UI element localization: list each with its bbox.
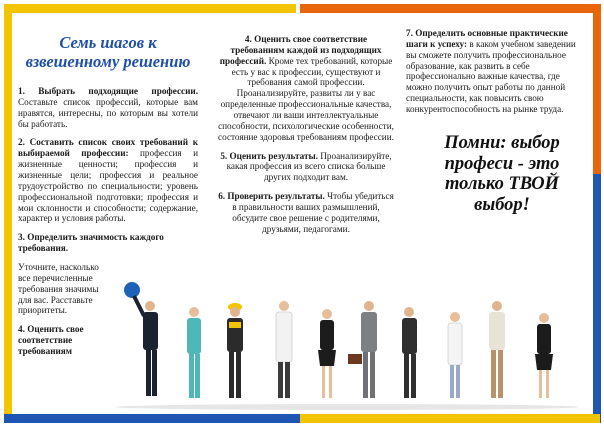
yellow-frame-bottom [300, 414, 600, 423]
step-1-text: Составьте список профессий, которые вам нравятся, интересны, по которым вы хотели бы работать. [18, 96, 198, 129]
callout-slogan: Помни: выбор професи - это только ТВОЙ выбор! [444, 133, 560, 216]
step-3-text: Уточните, насколько все перечисленные требования значимы для вас. Расставьте приоритеты. [18, 261, 99, 316]
step-3-heading: 3. Определить значимость каждого требования. [18, 232, 164, 254]
orange-frame-top [300, 4, 600, 13]
orange-frame-right [593, 4, 601, 174]
step-7 [406, 28, 582, 115]
step-5-text: Проанализируйте, какая профессия из всего списка больше других подходит вам. [226, 150, 392, 183]
step-6 [218, 191, 394, 234]
blue-frame-bottom [4, 414, 300, 423]
doctor-figure [276, 301, 292, 398]
step-6-heading: 6. Проверить результаты. [218, 191, 325, 202]
step-7-heading: 7. Определить основные практические шаги к успеху: [406, 28, 568, 49]
step-5 [218, 151, 394, 184]
businessman-with-globe-figure [124, 282, 158, 396]
man-in-beige-figure [489, 301, 505, 398]
manager-figure [348, 301, 377, 398]
step-4 [218, 34, 394, 143]
yellow-frame-left [4, 4, 12, 423]
column-right [406, 28, 582, 123]
step-5-heading: 5. Оценить результаты. [220, 150, 318, 161]
worker-figure [402, 307, 417, 398]
step-4-text: Кроме тех требований, которые есть у вас к профессии, существуют и требования самой профессии. Проанализируйте, развиты ли у вас определенные профессиональные качества, отвечают ли ваши интеллектуальные способности, психологические особенности, состояние здоровья требованиям профессии. [218, 55, 394, 142]
step-3 [18, 232, 198, 254]
step-3-body [18, 262, 104, 316]
nurse-figure [187, 307, 201, 398]
yellow-frame-top [4, 4, 296, 13]
businesswoman-figure [318, 309, 336, 398]
step-4-preview-heading: 4. Оценить свое соответствие требованиям [18, 324, 84, 356]
construction-worker-figure [227, 303, 243, 398]
step-4-preview [18, 324, 104, 357]
blue-frame-right [593, 174, 601, 423]
column-middle [218, 34, 394, 243]
professionals-illustration [112, 262, 582, 410]
step-2-text: профессия и жизненные ценности; профессия и жизненные цели; профессия и реальное трудоустройство по специальности; уровень профессиональной подготовки; профессия и мои склонности и способности; содержание, характер и условия работы. [18, 148, 198, 224]
page-title: Семь шагов к взвешенному решению [25, 33, 191, 71]
step-7-text: в каком учебном заведении вы сможете получить профессиональное образование, как развить в себе профессионально важные качества, где можно получить опыт работы по данной специальности, как повысить свою конкурентоспособность на рынке труда. [406, 38, 576, 115]
step-2-heading: 2. Составить список своих требований к выбираемой профессии: [18, 137, 198, 159]
step-2 [18, 137, 198, 224]
people-of-professions-image [112, 262, 582, 410]
step-1 [18, 86, 198, 129]
step-6-text: Чтобы убедиться в правильности ваших размышлений, обсудите свое решение с родителями, друзьями, педагогами. [232, 191, 394, 234]
female-doctor-figure [448, 312, 462, 398]
step-4-heading: 4. Оценить свое соответствие требованиям каждой из подходящих профессий. [219, 34, 382, 66]
step-1-heading: 1. Выбрать подходящие профессии. [18, 85, 198, 96]
woman-in-dark-figure [535, 313, 553, 398]
